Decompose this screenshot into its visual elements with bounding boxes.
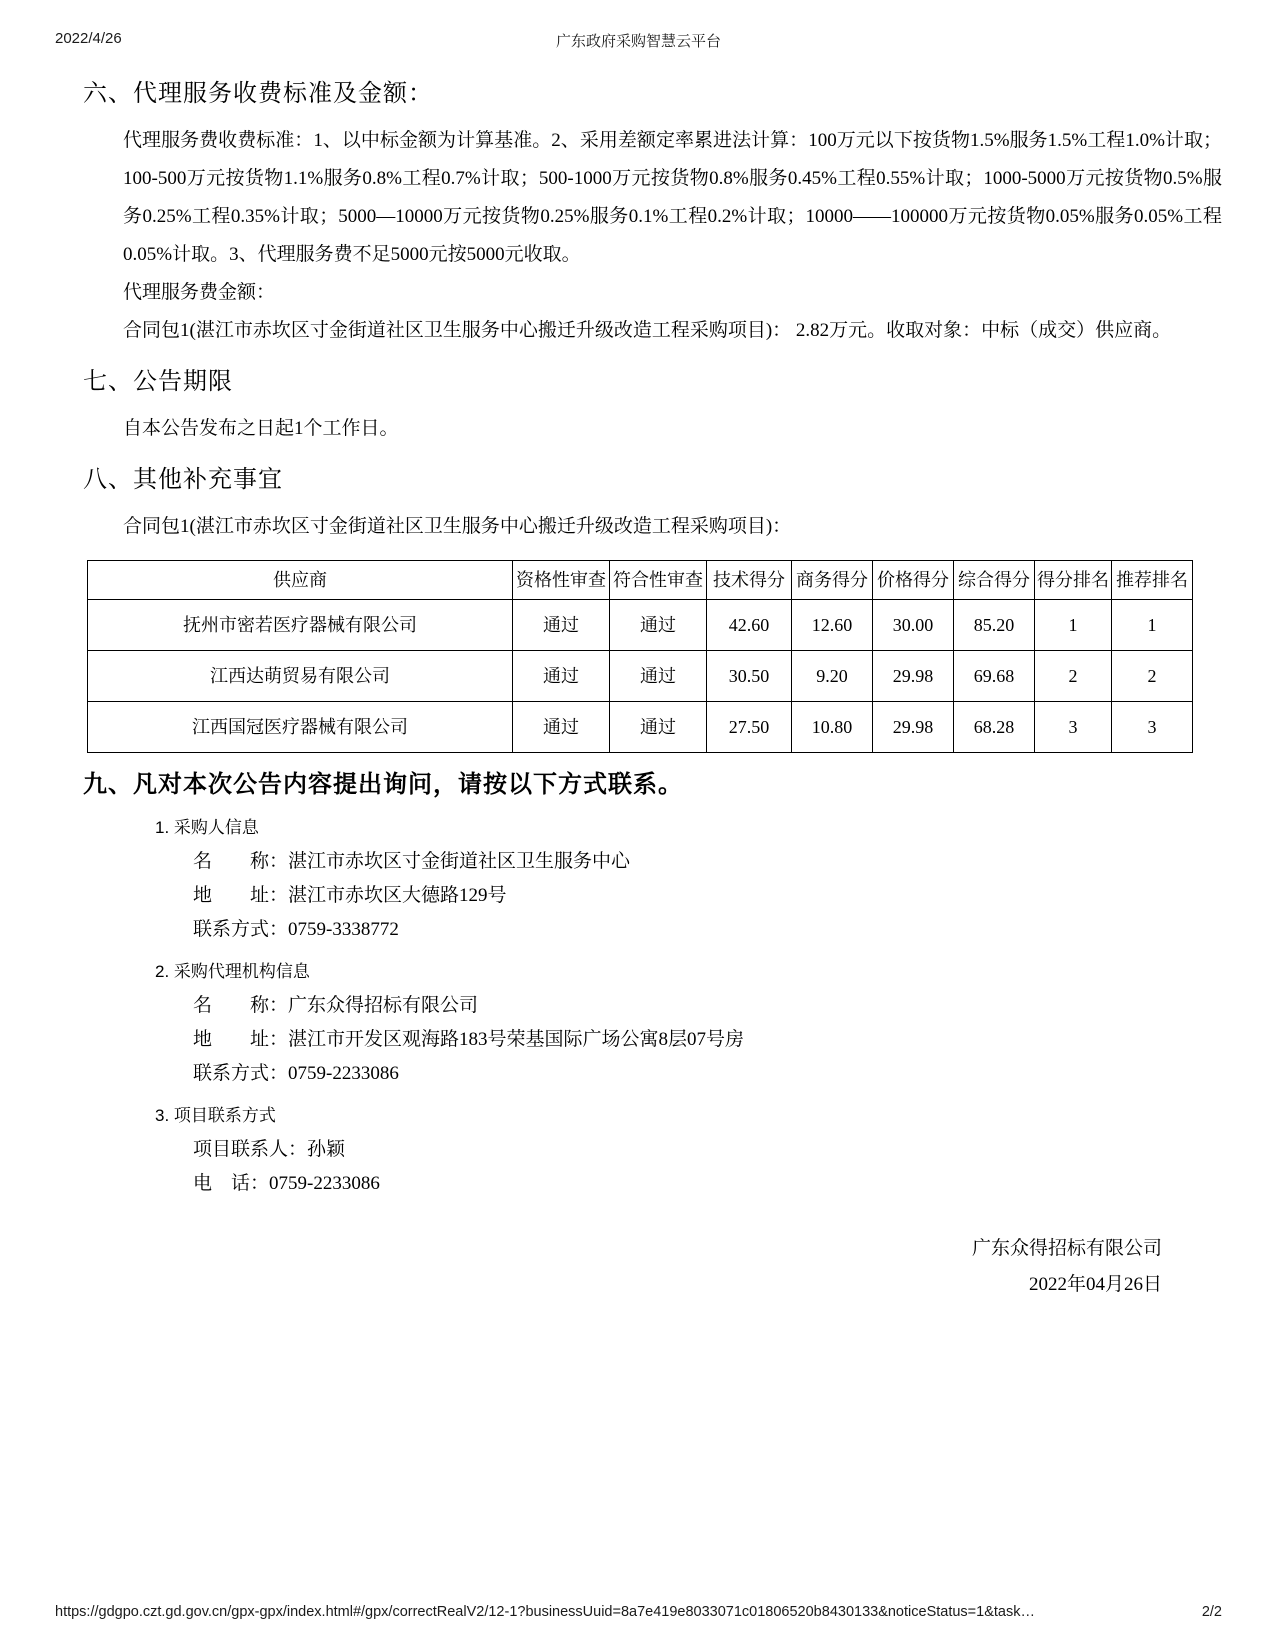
contact-line [193, 1133, 1222, 1167]
cell-supplier: 江西国冠医疗器械有限公司 [88, 702, 513, 753]
contact-value: 湛江市赤坎区寸金街道社区卫生服务中心 [288, 851, 631, 872]
cell-compliance: 通过 [610, 600, 707, 651]
cell-compliance: 通过 [610, 651, 707, 702]
print-header [0, 30, 1277, 52]
fee-standard-paragraph: 代理服务费收费标准：1、以中标金额为计算基准。2、采用差额定率累进法计算：100万元以下按货物1.5%服务1.5%工程1.0%计取；100-500万元按货物1.1%服务0.8%工程0.7%计取；500-1000万元按货物0.8%服务0.45%工程0.55%计取；1000-5000万元按货物0.5%服务0.25%工程0.35%计取；5000—10000万元按货物0.25%服务0.1%工程0.2%计取；10000——100000万元按货物0.05%服务0.05%工程0.05%计取。3、代理服务费不足5000元按5000元收取。 [123, 130, 1222, 265]
contact-value: 0759-2233086 [288, 1063, 399, 1084]
contact-value: 0759-3338772 [288, 919, 399, 940]
cell-business: 9.20 [792, 651, 873, 702]
contact-line [193, 1167, 1222, 1201]
contact-value: 湛江市赤坎区大德路129号 [288, 885, 507, 906]
other-package-text: 合同包1(湛江市赤坎区寸金街道社区卫生服务中心搬迁升级改造工程采购项目)： [123, 516, 792, 537]
document-content [0, 62, 1277, 1303]
th-score-rank: 得分排名 [1035, 561, 1112, 600]
contact-group-title: 2. 采购代理机构信息 [155, 962, 310, 981]
cell-score-rank: 3 [1035, 702, 1112, 753]
footer-page-number: 2/2 [1201, 1604, 1222, 1620]
contact-value: 0759-2233086 [269, 1173, 380, 1194]
contact-line [193, 1023, 1222, 1057]
contact-line [193, 845, 1222, 879]
th-business: 商务得分 [792, 561, 873, 600]
table-header-row [88, 561, 1193, 600]
cell-recommend-rank: 1 [1112, 600, 1193, 651]
contact-line [193, 879, 1222, 913]
contact-line [193, 1057, 1222, 1091]
table-row [88, 600, 1193, 651]
print-date: 2022/4/26 [55, 30, 122, 47]
th-qualification: 资格性审查 [513, 561, 610, 600]
cell-qualification: 通过 [513, 702, 610, 753]
contact-line [193, 913, 1222, 947]
section-heading-fee: 六、代理服务收费标准及金额： [83, 81, 433, 107]
contact-value: 广东众得招标有限公司 [288, 995, 479, 1016]
contact-value: 孙颖 [307, 1139, 346, 1160]
th-total: 综合得分 [954, 561, 1035, 600]
th-compliance: 符合性审查 [610, 561, 707, 600]
cell-technical: 27.50 [707, 702, 792, 753]
cell-business: 12.60 [792, 600, 873, 651]
fee-amount-text: 合同包1(湛江市赤坎区寸金街道社区卫生服务中心搬迁升级改造工程采购项目)： 2.82万元。收取对象：中标（成交）供应商。 [123, 320, 1172, 341]
section-heading-contact: 九、凡对本次公告内容提出询问，请按以下方式联系。 [83, 772, 683, 798]
cell-supplier: 抚州市密若医疗器械有限公司 [88, 600, 513, 651]
cell-qualification: 通过 [513, 600, 610, 651]
contact-label: 名 称： [193, 995, 289, 1016]
score-table [87, 560, 1193, 753]
cell-recommend-rank: 3 [1112, 702, 1193, 753]
th-technical: 技术得分 [707, 561, 792, 600]
contact-label: 名 称： [193, 851, 289, 872]
table-row [88, 702, 1193, 753]
contact-label: 联系方式： [193, 919, 289, 940]
contact-label: 地 址： [193, 1029, 289, 1050]
contact-group-title: 1. 采购人信息 [155, 818, 259, 837]
notice-period-text: 自本公告发布之日起1个工作日。 [123, 418, 399, 439]
site-title: 广东政府采购智慧云平台 [555, 33, 721, 50]
score-table-wrapper [87, 560, 1188, 753]
contact-group-purchaser [55, 813, 1222, 947]
contact-value: 湛江市开发区观海路183号荣基国际广场公寓8层07号房 [288, 1029, 745, 1050]
contact-group-project [55, 1101, 1222, 1201]
cell-total: 85.20 [954, 600, 1035, 651]
cell-total: 69.68 [954, 651, 1035, 702]
cell-score-rank: 1 [1035, 600, 1112, 651]
section-heading-notice-period: 七、公告期限 [83, 369, 233, 395]
footer-url: https://gdgpo.czt.gd.gov.cn/gpx-gpx/index.html#/gpx/correctRealV2/12-1?businessUuid=8a7e419e8033071c01806520b8430133&noticeStatus=1&task… [55, 1604, 1035, 1620]
th-supplier: 供应商 [88, 561, 513, 600]
cell-supplier: 江西达萌贸易有限公司 [88, 651, 513, 702]
contact-label: 项目联系人： [193, 1139, 308, 1160]
th-price: 价格得分 [873, 561, 954, 600]
signature-date: 2022年04月26日 [1028, 1274, 1162, 1295]
cell-technical: 42.60 [707, 600, 792, 651]
cell-price: 29.98 [873, 651, 954, 702]
th-recommend-rank: 推荐排名 [1112, 561, 1193, 600]
contact-label: 联系方式： [193, 1063, 289, 1084]
table-row [88, 651, 1193, 702]
contact-group-agency [55, 957, 1222, 1091]
print-footer [0, 1604, 1277, 1624]
contact-label: 电 话： [193, 1173, 270, 1194]
cell-business: 10.80 [792, 702, 873, 753]
cell-recommend-rank: 2 [1112, 651, 1193, 702]
cell-total: 68.28 [954, 702, 1035, 753]
cell-price: 29.98 [873, 702, 954, 753]
contact-group-title: 3. 项目联系方式 [155, 1106, 276, 1125]
cell-compliance: 通过 [610, 702, 707, 753]
cell-price: 30.00 [873, 600, 954, 651]
cell-technical: 30.50 [707, 651, 792, 702]
cell-score-rank: 2 [1035, 651, 1112, 702]
cell-qualification: 通过 [513, 651, 610, 702]
fee-amount-label: 代理服务费金额： [123, 282, 276, 303]
signature-company: 广东众得招标有限公司 [971, 1238, 1162, 1259]
contact-line [193, 989, 1222, 1023]
contact-label: 地 址： [193, 885, 289, 906]
signature-block [55, 1231, 1222, 1303]
section-heading-other: 八、其他补充事宜 [83, 467, 283, 493]
